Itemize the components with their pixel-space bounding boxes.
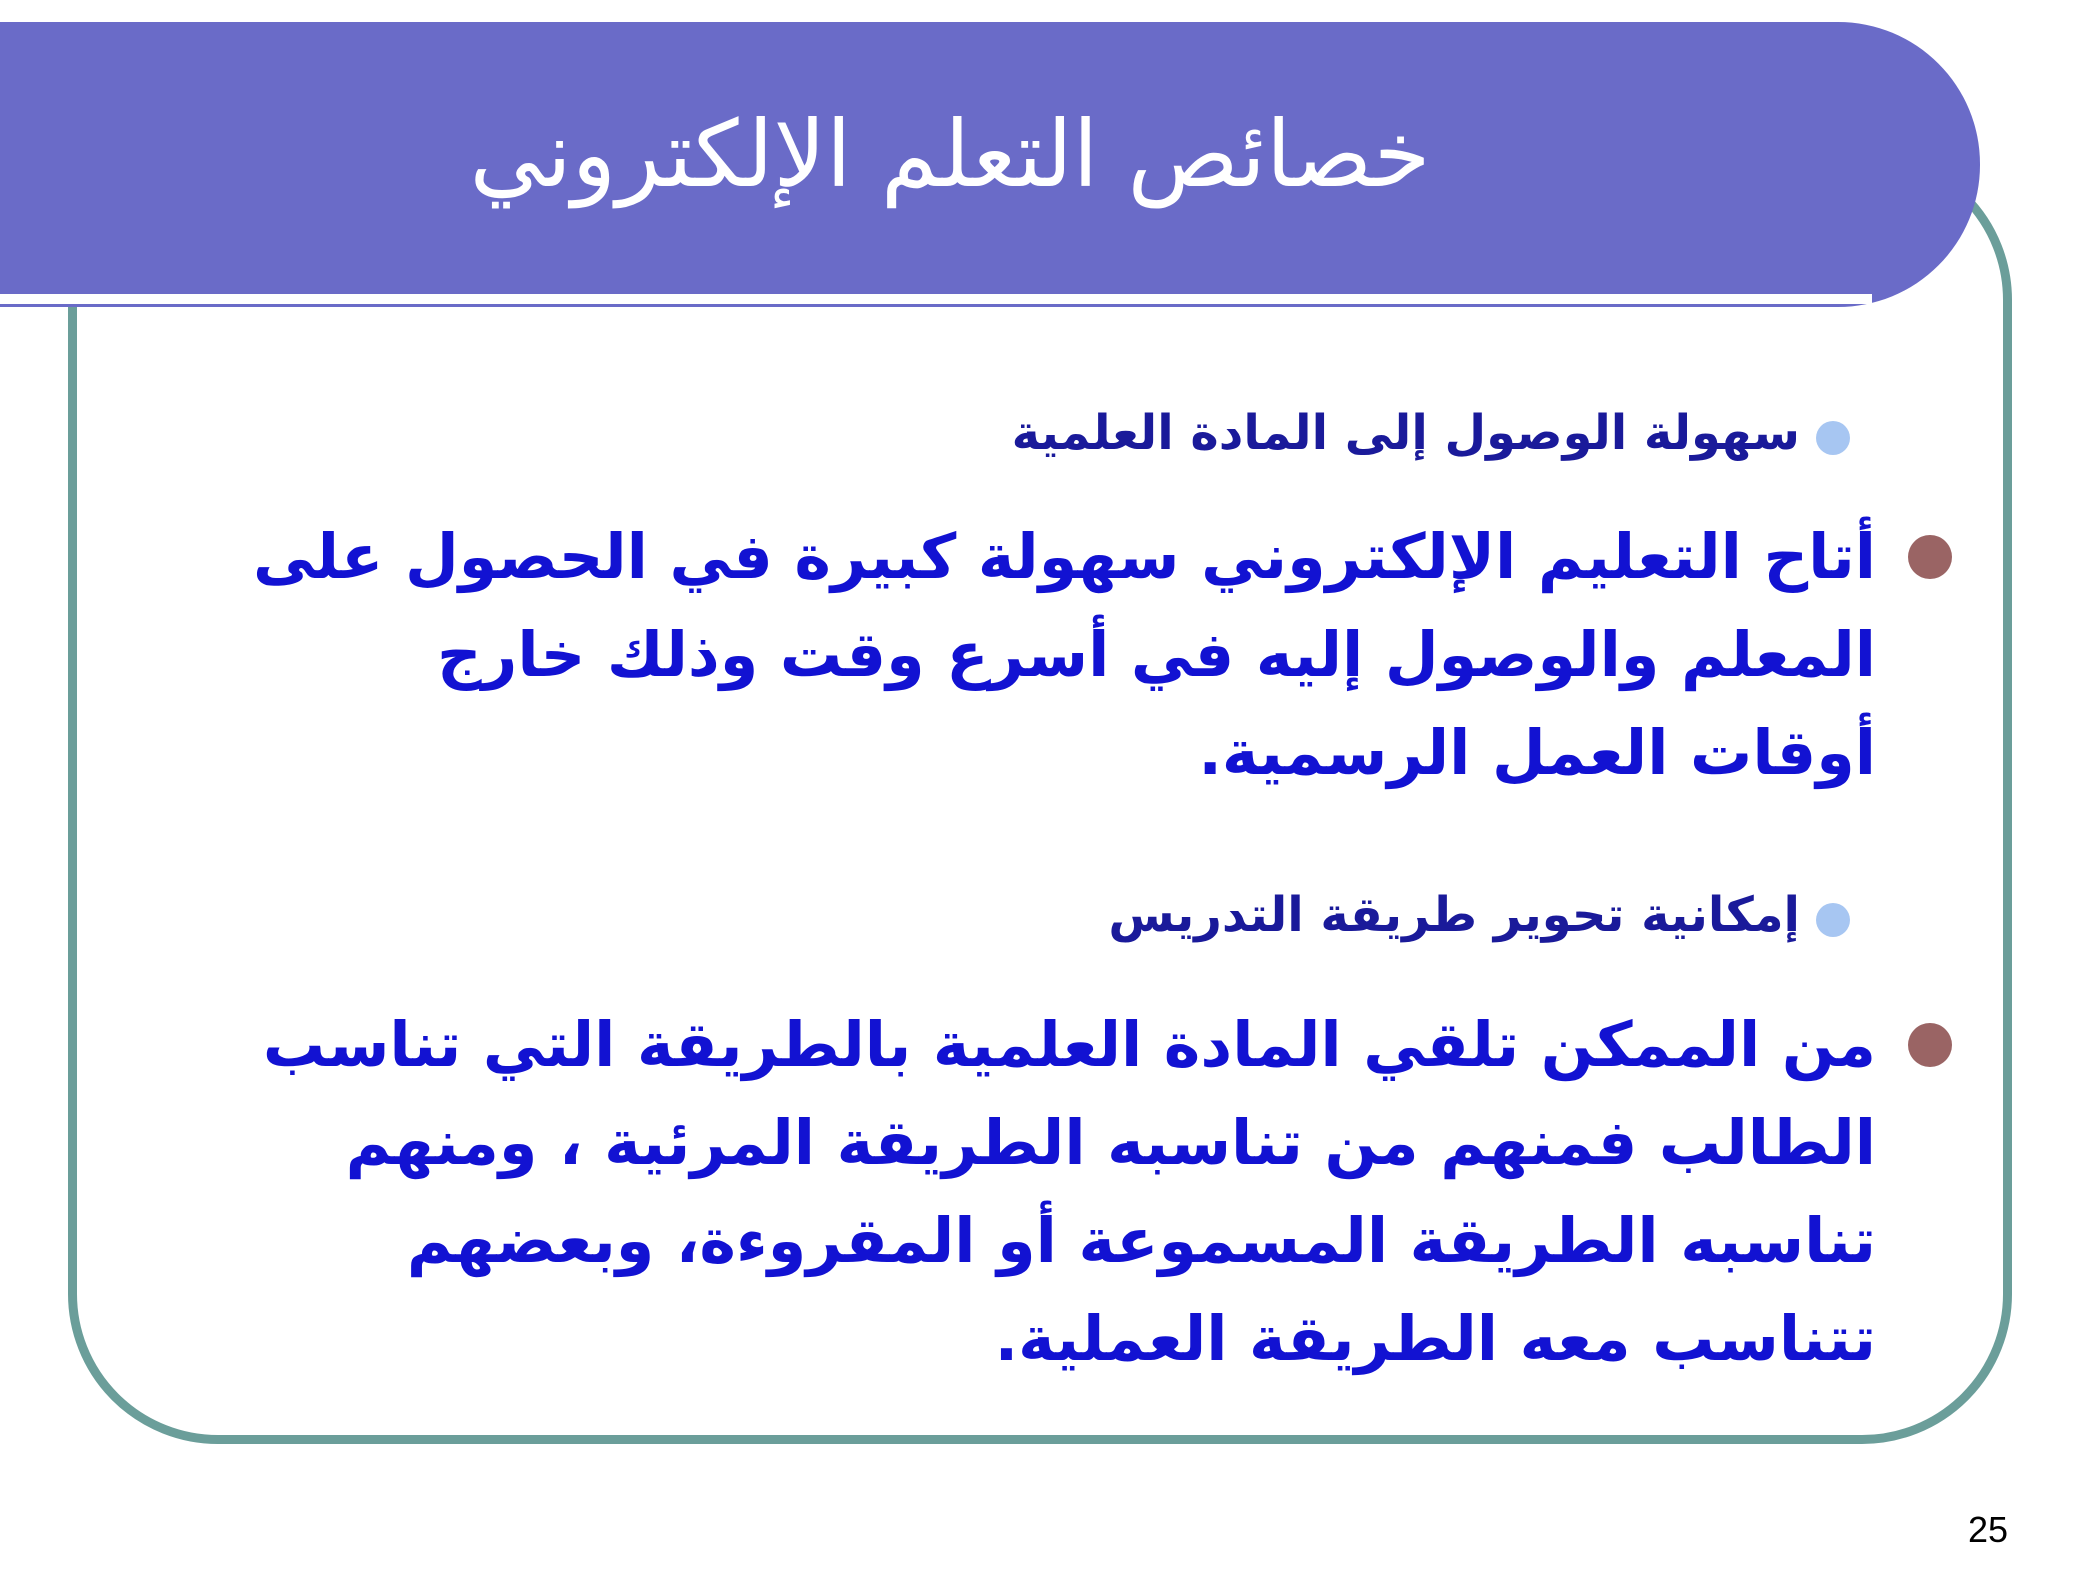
bullet-point-icon <box>1908 1023 1952 1067</box>
title-underline <box>0 294 1872 304</box>
bullet-point-icon <box>1908 535 1952 579</box>
bullet-text-teaching-method: إمكانية تحوير طريقة التدريس <box>1108 887 1800 943</box>
slide-title: خصائص التعلم الإلكتروني <box>469 101 1431 208</box>
bullet-text-access: سهولة الوصول إلى المادة العلمية <box>1011 405 1800 461</box>
paragraph-access-description: أتاح التعليم الإلكتروني سهولة كبيرة في الحصول على المعلم والوصول إليه في أسرع وقت وذلك خارج أوقات العمل الرسمية. <box>252 520 1876 789</box>
bullet-point-icon <box>1816 421 1850 455</box>
bullet-point-icon <box>1816 903 1850 937</box>
paragraph-learning-styles: من الممكن تلقي المادة العلمية بالطريقة التي تناسب الطالب فمنهم من تناسبه الطريقة المرئية ، ومنهم تناسبه الطريقة المسموعة أو المقروءة، وبعضهم تتناسب معه الطريقة العملية. <box>262 1008 1876 1375</box>
page-number: 25 <box>1967 1509 2008 1550</box>
